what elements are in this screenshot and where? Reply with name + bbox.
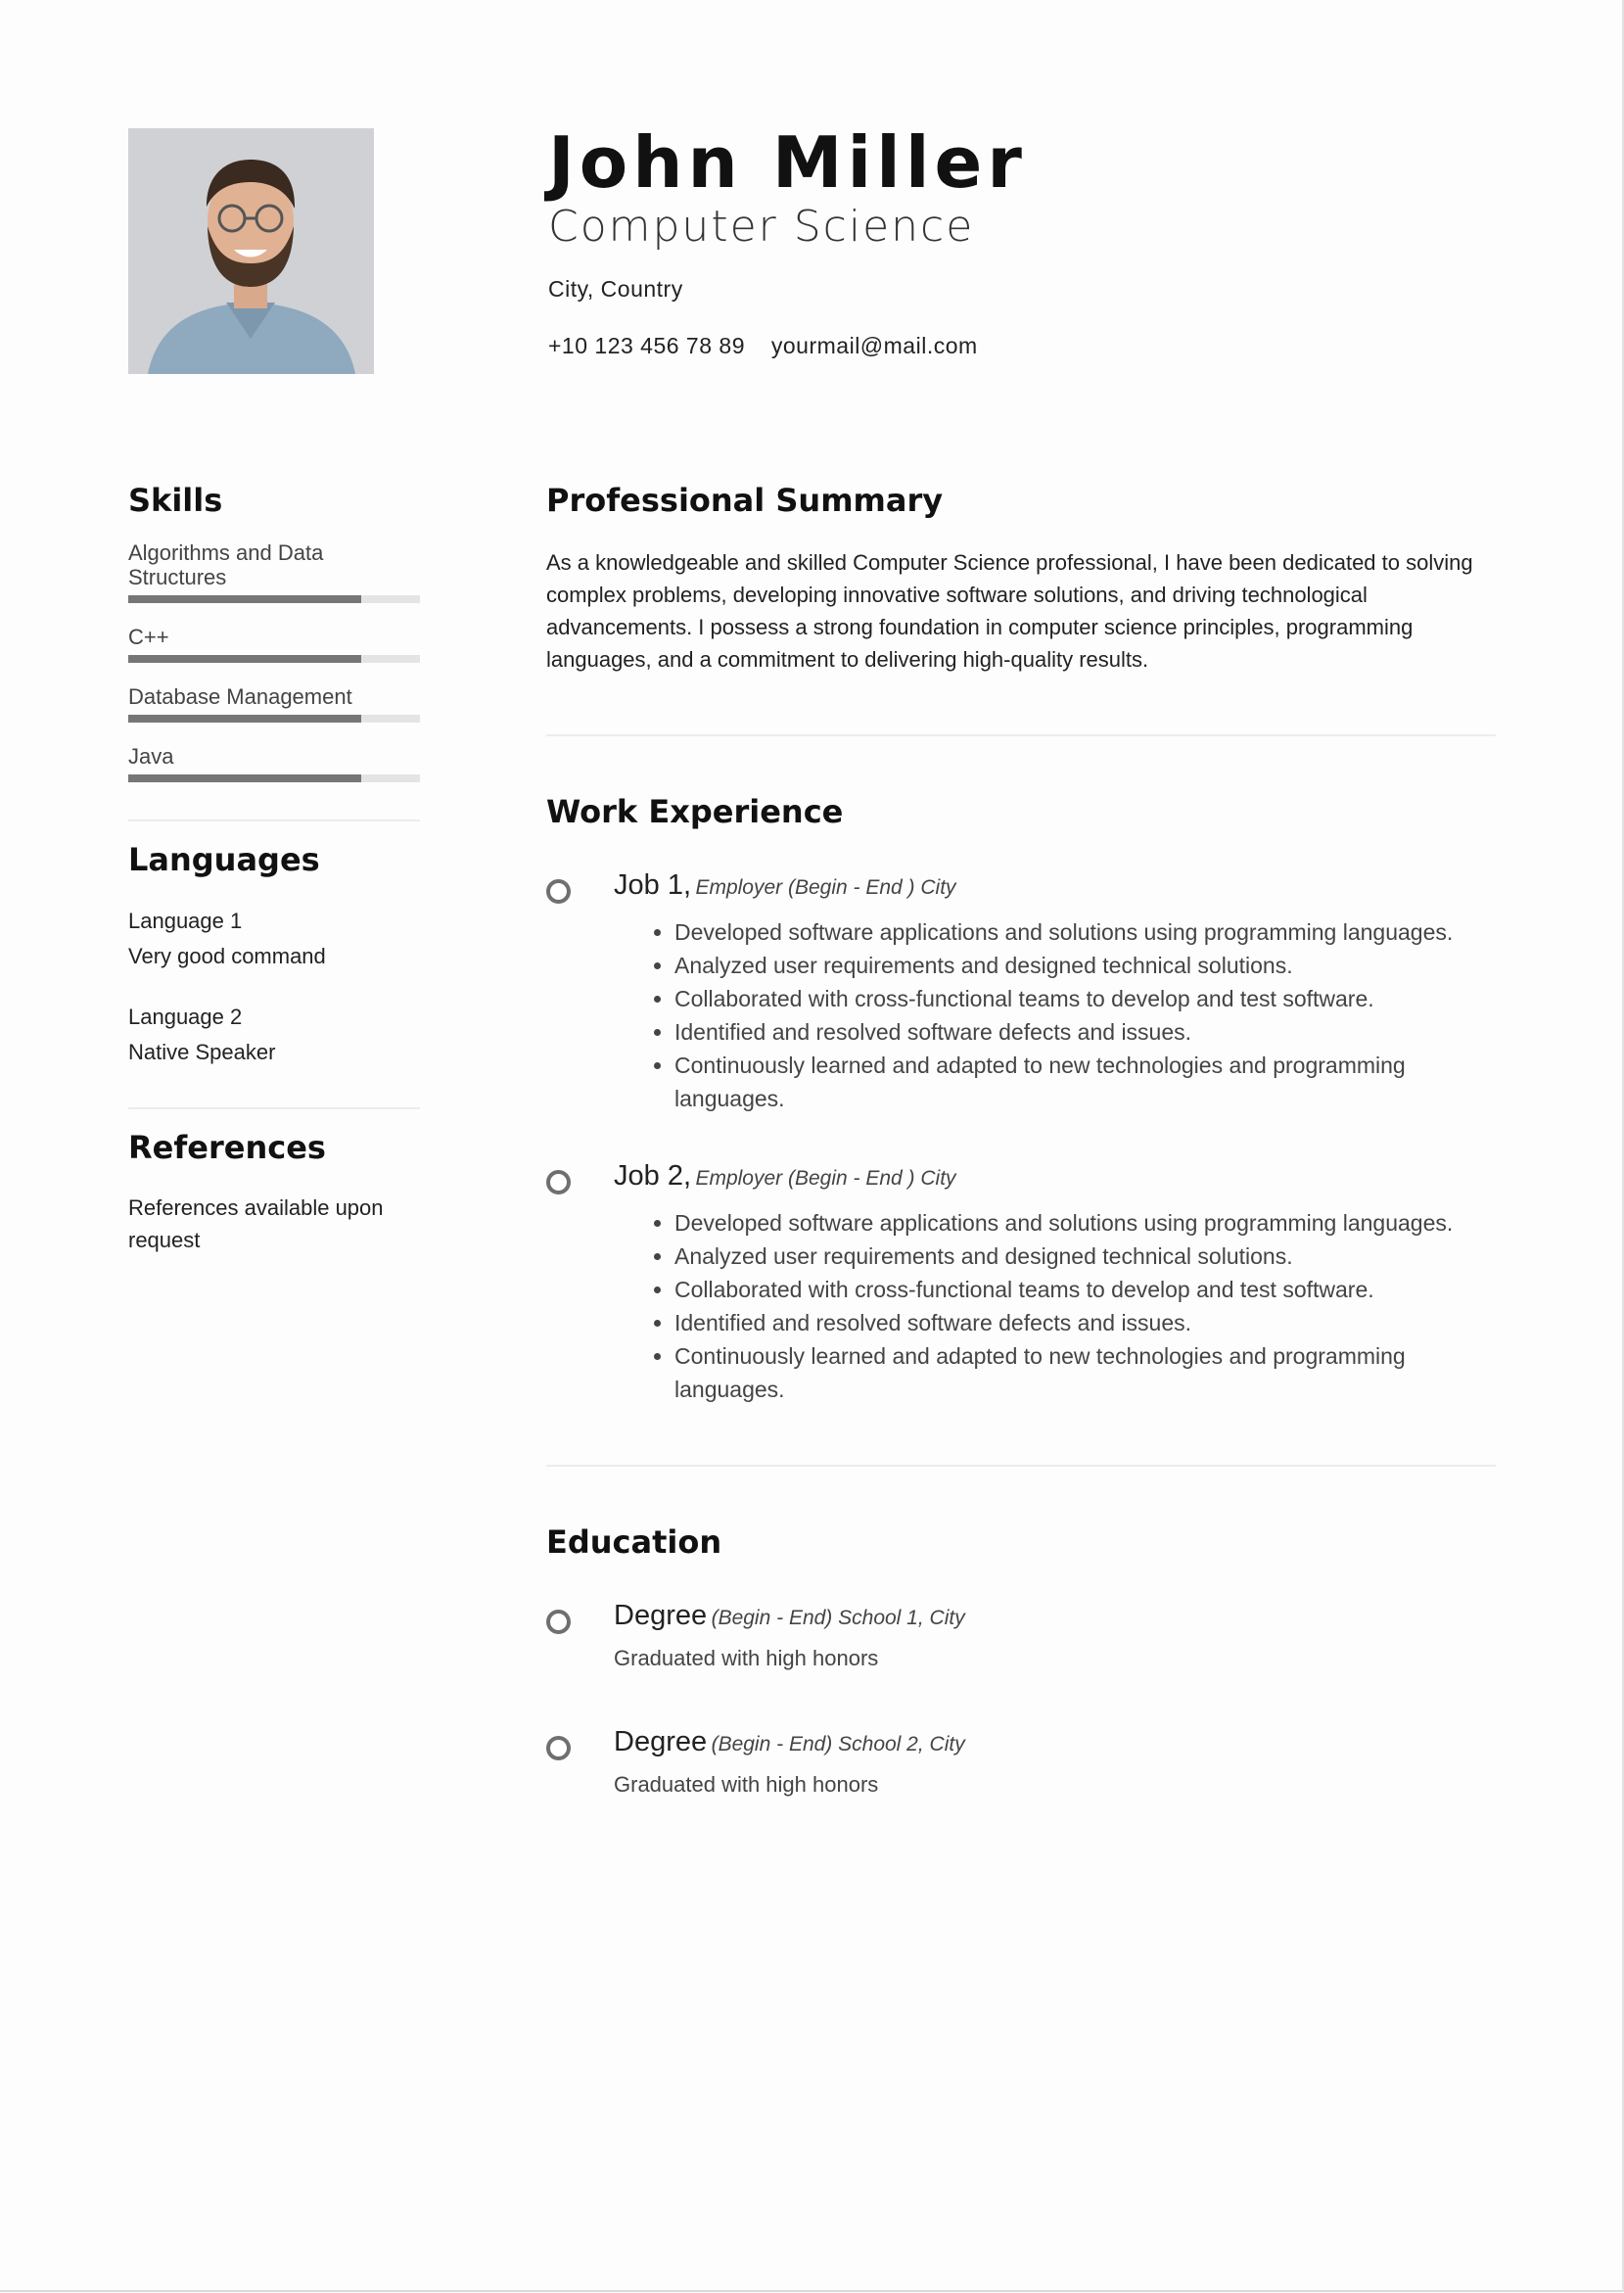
- job-meta: Employer (Begin - End ) City: [695, 876, 956, 899]
- language-level: Very good command: [128, 944, 326, 968]
- skill-bar: [128, 595, 420, 603]
- candidate-name: John Miller: [548, 121, 1027, 204]
- education-entry: [546, 1600, 1496, 1671]
- education-entry: [546, 1726, 1496, 1798]
- education-meta: (Begin - End) School 1, City: [711, 1607, 965, 1629]
- timeline-circle-icon: [546, 1736, 571, 1760]
- language-item: [128, 1000, 420, 1070]
- language-item: [128, 904, 420, 974]
- skill-bar-fill: [128, 655, 361, 663]
- skill-bar: [128, 655, 420, 663]
- job-bullets: [614, 915, 1496, 1115]
- skill-bar-fill: [128, 774, 361, 782]
- contact-line: [548, 333, 1027, 359]
- skill-item: [128, 684, 420, 723]
- list-item: • Developed software applications and solutions using programming languages.: [674, 915, 1496, 949]
- list-item: • Collaborated with cross-functional teams to develop and test software.: [674, 982, 1496, 1015]
- right-column: [546, 482, 1496, 1798]
- candidate-title: Computer Science: [548, 202, 975, 252]
- list-item: • Developed software applications and solutions using programming languages.: [674, 1206, 1496, 1240]
- person-portrait-icon: [128, 128, 374, 374]
- list-item: • Analyzed user requirements and designed technical solutions.: [674, 1240, 1496, 1273]
- job-title: Job 1,: [614, 869, 691, 901]
- profile-photo: [128, 128, 374, 374]
- job-entry: [546, 1160, 1496, 1406]
- section-divider: [128, 1107, 420, 1109]
- job-title: Job 2,: [614, 1160, 691, 1192]
- section-divider: [546, 734, 1496, 736]
- section-divider: [128, 819, 420, 821]
- skill-bar-fill: [128, 715, 361, 723]
- degree-title: Degree: [614, 1726, 708, 1757]
- summary-heading: Professional Summary: [546, 482, 944, 519]
- skill-label: Database Management: [128, 684, 352, 709]
- resume-header: [548, 119, 1027, 359]
- list-item: • Continuously learned and adapted to new technologies and programming languages.: [674, 1049, 1496, 1115]
- skill-label: Java: [128, 744, 174, 769]
- list-item: • Analyzed user requirements and designed technical solutions.: [674, 949, 1496, 982]
- references-heading: References: [128, 1129, 326, 1166]
- email-address[interactable]: yourmail@mail.com: [770, 333, 978, 358]
- degree-title: Degree: [614, 1600, 708, 1631]
- timeline-circle-icon: [546, 1610, 571, 1634]
- work-heading: Work Experience: [546, 793, 844, 830]
- phone-number: +10 123 456 78 89: [548, 333, 745, 358]
- left-column: [128, 482, 420, 1256]
- education-heading: Education: [546, 1523, 722, 1561]
- language-name: Language 2: [128, 1005, 243, 1029]
- skill-label: C++: [128, 625, 169, 649]
- list-item: • Continuously learned and adapted to new technologies and programming languages.: [674, 1339, 1496, 1406]
- education-meta: (Begin - End) School 2, City: [711, 1733, 965, 1755]
- skill-bar-fill: [128, 595, 361, 603]
- skill-bar: [128, 715, 420, 723]
- language-name: Language 1: [128, 909, 243, 933]
- skill-item: [128, 744, 420, 782]
- language-level: Native Speaker: [128, 1040, 276, 1064]
- languages-heading: Languages: [128, 841, 320, 878]
- job-bullets: [614, 1206, 1496, 1406]
- timeline-circle-icon: [546, 1170, 571, 1194]
- skills-heading: Skills: [128, 482, 223, 519]
- skill-label: Algorithms and Data Structures: [128, 540, 324, 589]
- references-text: References available upon request: [128, 1195, 384, 1252]
- list-item: • Identified and resolved software defects and issues.: [674, 1015, 1496, 1049]
- skill-bar: [128, 774, 420, 782]
- education-note: Graduated with high honors: [614, 1772, 879, 1797]
- list-item: • Identified and resolved software defects and issues.: [674, 1306, 1496, 1339]
- job-meta: Employer (Begin - End ) City: [695, 1167, 956, 1190]
- skill-item: [128, 625, 420, 663]
- list-item: • Collaborated with cross-functional teams to develop and test software.: [674, 1273, 1496, 1306]
- candidate-location: City, Country: [548, 276, 683, 302]
- section-divider: [546, 1465, 1496, 1467]
- summary-text: As a knowledgeable and skilled Computer Science professional, I have been dedicated to solving complex problems, developing innovative software solutions, and driving technological advancements. I possess a strong foundation in computer science principles, programming languages, and a commitment to delivering high-quality results.: [546, 550, 1473, 672]
- job-entry: [546, 869, 1496, 1115]
- skill-item: [128, 540, 420, 603]
- timeline-circle-icon: [546, 879, 571, 904]
- education-note: Graduated with high honors: [614, 1646, 879, 1670]
